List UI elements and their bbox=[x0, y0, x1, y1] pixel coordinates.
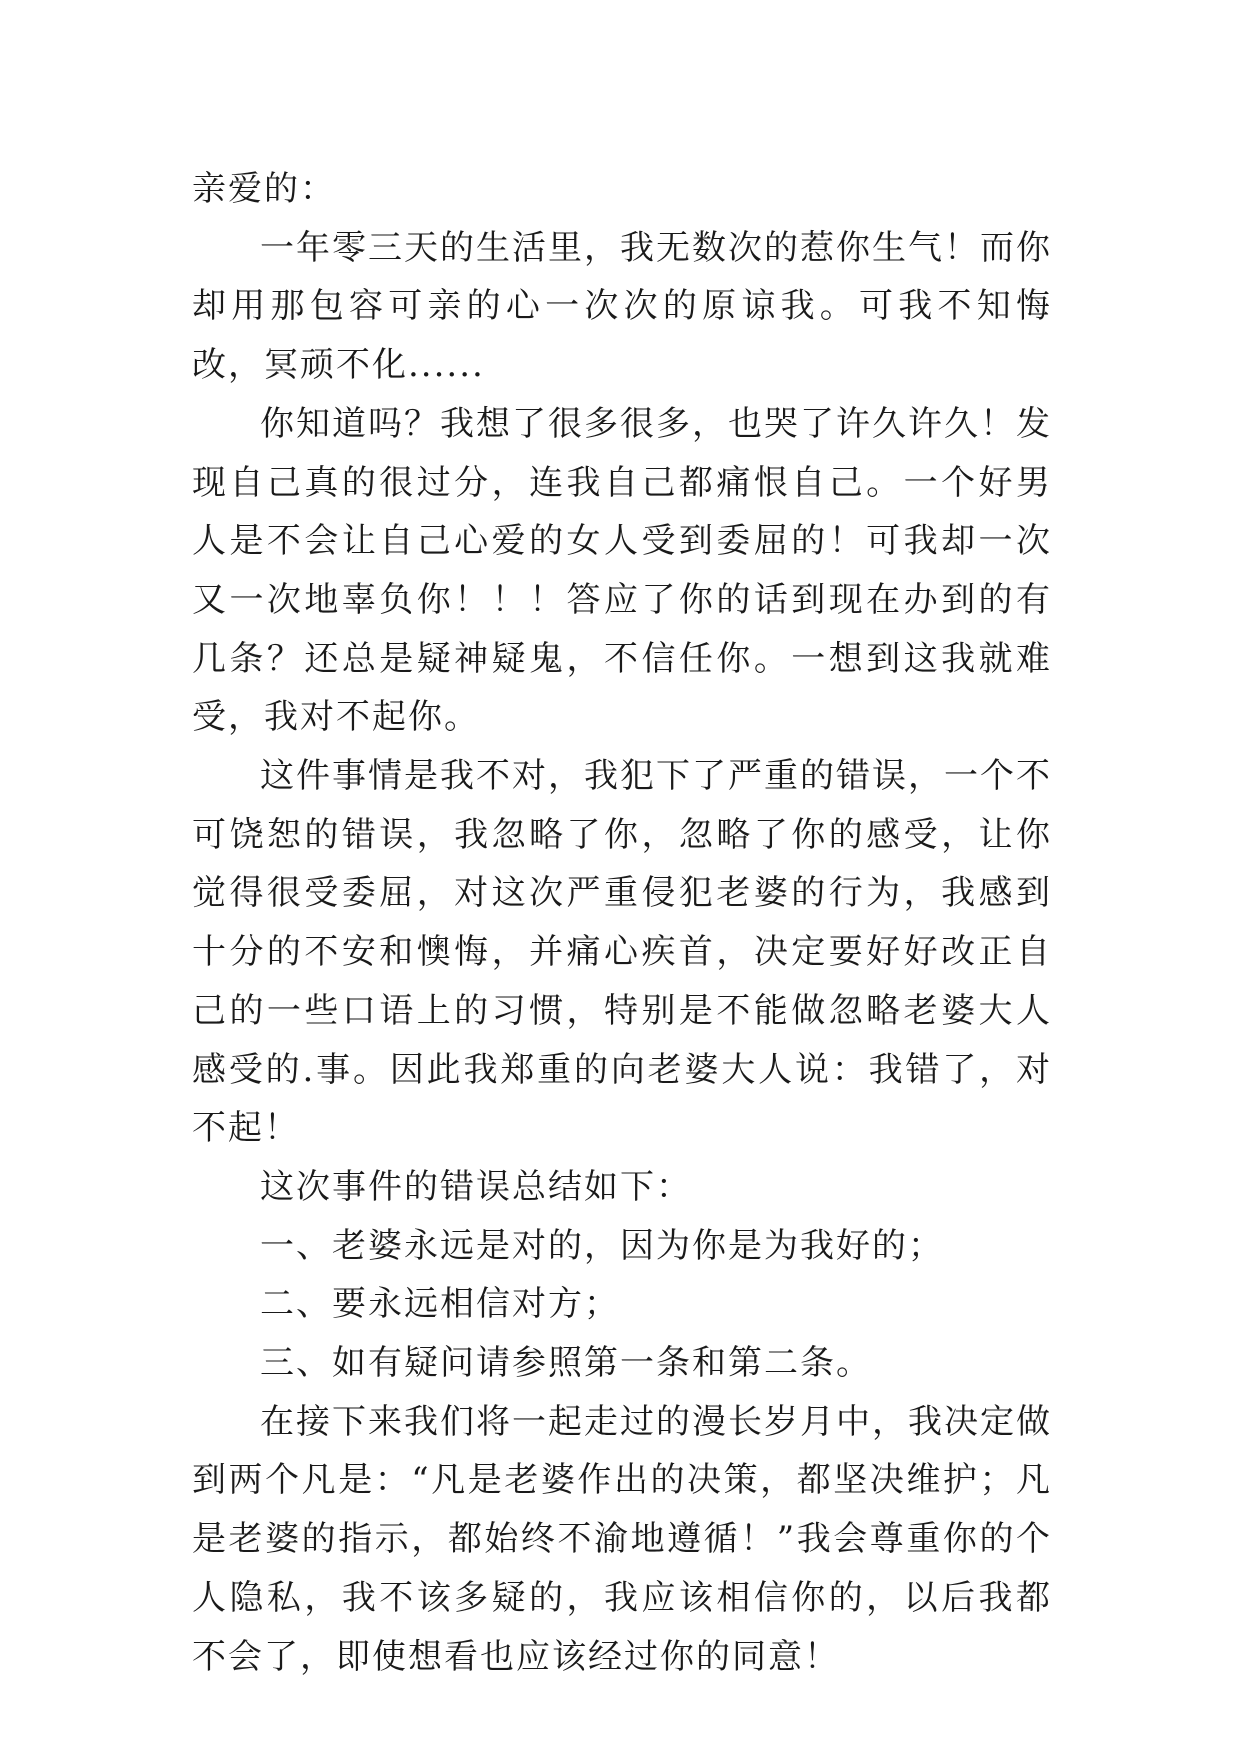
summary-item: 三、如有疑问请参照第一条和第二条。 bbox=[260, 1343, 872, 1384]
letter-salutation: 亲爱的： bbox=[192, 169, 336, 209]
summary-item: 二、要永远相信对方； bbox=[260, 1284, 620, 1325]
letter-paragraph: 一年零三天的生活里，我无数次的惹你生气！而你却用那包容可亲的心一次次的原谅我。可我不知悔改，冥顽不化...... bbox=[192, 227, 1052, 386]
letter-paragraph: 在接下来我们将一起走过的漫长岁月中，我决定做到两个凡是：“凡是老婆作出的决策，都坚决维护；凡是老婆的指示，都始终不渝地遵循！”我会尊重你的个人隐私，我不该多疑的，我应该相信你的，以后我都不会了，即使想看也应该经过你的同意！ bbox=[192, 1401, 1052, 1677]
summary-heading: 这次事件的错误总结如下： bbox=[260, 1166, 692, 1207]
letter-body bbox=[192, 160, 1052, 1686]
summary-item: 一、老婆永远是对的，因为你是为我好的； bbox=[260, 1225, 944, 1266]
letter-paragraph: 你知道吗？我想了很多很多，也哭了许久许久！发现自己真的很过分，连我自己都痛恨自己。一个好男人是不会让自己心爱的女人受到委屈的！可我却一次又一次地辜负你！！！答应了你的话到现在办到的有几条？还总是疑神疑鬼，不信任你。一想到这我就难受，我对不起你。 bbox=[192, 403, 1052, 738]
letter-paragraph: 这件事情是我不对，我犯下了严重的错误，一个不可饶恕的错误，我忽略了你，忽略了你的感受，让你觉得很受委屈，对这次严重侵犯老婆的行为，我感到十分的不安和懊悔，并痛心疾首，决定要好好改正自己的一些口语上的习惯，特别是不能做忽略老婆大人感受的.事。因此我郑重的向老婆大人说：我错了，对不起！ bbox=[192, 756, 1052, 1149]
